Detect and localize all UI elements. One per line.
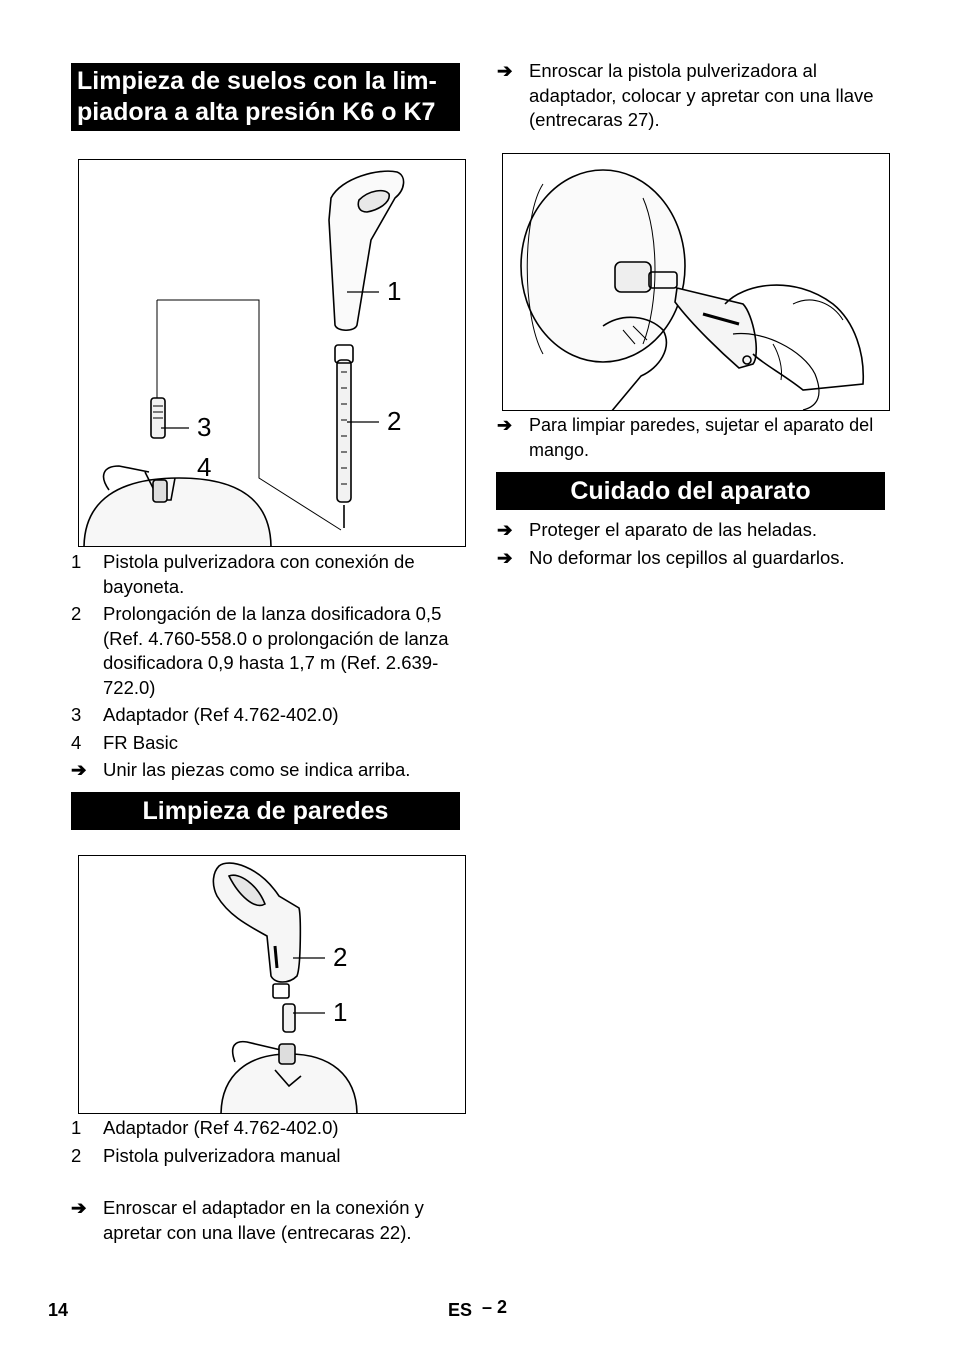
floor-heading-line2: piadora a alta presión K6 o K7 [77, 98, 436, 126]
care-heading: Cuidado del aparato [496, 472, 885, 510]
arrow-icon: ➔ [497, 546, 513, 568]
floor-heading-line1: Limpieza de suelos con la lim- [77, 67, 437, 95]
floor-assembly-drawing [79, 160, 466, 547]
arrow-icon: ➔ [497, 60, 513, 81]
legend-item: 1 Pistola pulverizadora con conexión de bayoneta. [71, 551, 415, 597]
walls-callout-2: 2 [333, 942, 348, 972]
walls-cleaning-heading: Limpieza de paredes [71, 792, 460, 830]
walls-assembly-drawing [79, 856, 466, 1114]
page-number: 14 [48, 1300, 69, 1320]
hold-handle-instruction: ➔ Para limpiar paredes, sujetar el aparato del mango. [497, 415, 874, 460]
arrow-icon: ➔ [497, 519, 513, 540]
care-item: ➔ No deformar los cepillos al guardarlos. [497, 546, 889, 571]
callout-3: 3 [197, 412, 212, 442]
arrow-icon: ➔ [71, 759, 87, 780]
care-item: ➔ Proteger el aparato de las heladas. [497, 518, 889, 543]
arrow-icon: ➔ [497, 415, 513, 435]
floor-legend [71, 550, 461, 786]
right-instruction-block-1 [497, 59, 889, 136]
language-code: ES [448, 1300, 473, 1320]
arrow-icon: ➔ [71, 1197, 87, 1218]
legend-item: 1 Adaptador (Ref 4.762-402.0) [71, 1117, 339, 1138]
floor-instruction: ➔ Unir las piezas como se indica arriba. [71, 758, 461, 783]
walls-callout-1: 1 [333, 997, 348, 1027]
walls-instruction-block [71, 1196, 461, 1248]
walls-instruction: ➔ Enroscar el adaptador en la conexión y apretar con una llave (entrecaras 22). [71, 1197, 424, 1243]
walls-legend [71, 1116, 461, 1171]
wall-usage-drawing [503, 154, 890, 411]
gun-adapter-instruction: ➔ Enroscar la pistola pulverizadora al adaptador, colocar y apretar con una llave (entrecaras 27). [497, 60, 874, 130]
legend-item: 4 FR Basic [71, 731, 179, 753]
legend-item: 2 Pistola pulverizadora manual [71, 1144, 341, 1166]
legend-item: 2 Prolongación de la lanza dosificadora 0,5 (Ref. 4.760-558.0 o prolongación de lanza dosificadora 0,9 hasta 1,7 m (Ref. 2.639-722.0) [71, 603, 449, 698]
callout-2: 2 [387, 406, 402, 436]
right-instruction-block-2 [497, 413, 889, 465]
callout-4: 4 [197, 452, 212, 482]
legend-item: 3 Adaptador (Ref 4.762-402.0) [71, 704, 339, 725]
wall-usage-figure [502, 153, 890, 411]
floor-cleaning-heading [71, 63, 460, 131]
walls-assembly-figure [78, 855, 466, 1114]
floor-assembly-figure [78, 159, 466, 547]
care-list [497, 518, 889, 573]
section-suffix: – 2 [482, 1297, 508, 1317]
callout-1: 1 [387, 276, 402, 306]
